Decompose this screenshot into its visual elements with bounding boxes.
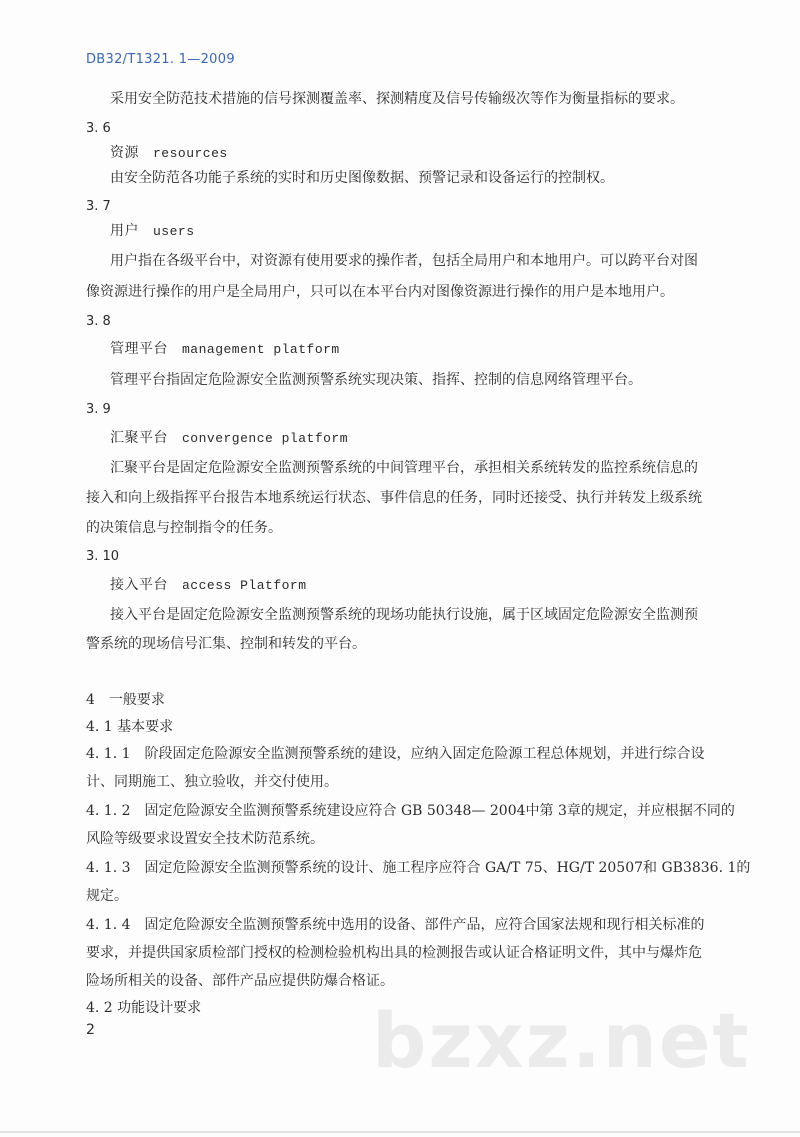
term-management-platform — [110, 341, 340, 358]
clause-number: 3. 7 — [86, 199, 111, 214]
term-definition: 管理平台指固定危险源安全监测预警系统实现决策、指挥、控制的信息网络管理平台。 — [110, 372, 642, 388]
term-convergence-platform — [110, 430, 348, 447]
term-en: access Platform — [182, 578, 307, 593]
watermark: bzxz.net — [372, 996, 751, 1085]
clause-number: 3. 8 — [86, 314, 111, 329]
term-definition: 由安全防范各功能子系统的实时和历史图像数据、预警记录和设备运行的控制权。 — [110, 170, 614, 186]
term-access-platform — [110, 577, 307, 594]
term-definition: 的决策信息与控制指令的任务。 — [86, 520, 282, 536]
clause-number: 3. 10 — [86, 549, 120, 564]
clause-paragraph: 要求，并提供国家质检部门授权的检测检验机构出具的检测报告或认证合格证明文件，其中与爆炸危 — [86, 945, 702, 961]
term-cn: 管理平台 — [110, 341, 168, 357]
clause-paragraph: 4. 1. 1 阶段固定危险源安全监测预警系统的建设，应纳入固定危险源工程总体规划，并进行综合设 — [86, 746, 705, 762]
standard-code: DB32/T1321. 1—2009 — [86, 52, 235, 67]
term-definition: 接入平台是固定危险源安全监测预警系统的现场功能执行设施，属于区域固定危险源安全监测预 — [110, 607, 698, 623]
term-definition: 像资源进行操作的用户是全局用户，只可以在本平台内对图像资源进行操作的用户是本地用户。 — [86, 284, 674, 300]
clause-paragraph: 4. 1. 2 固定危险源安全监测预警系统建设应符合 GB 50348— 2004中第 3章的规定，并应根据不同的 — [86, 803, 735, 819]
clause-paragraph: 规定。 — [86, 888, 128, 904]
paragraph-line: 采用安全防范技术措施的信号探测覆盖率、探测精度及信号传输级次等作为衡量指标的要求。 — [110, 91, 684, 107]
clause-paragraph: 计、同期施工、独立验收，并交付使用。 — [86, 774, 338, 790]
term-definition: 接入和向上级指挥平台报告本地系统运行状态、事件信息的任务，同时还接受、执行并转发上级系统 — [86, 490, 702, 506]
term-cn: 接入平台 — [110, 577, 168, 593]
term-en: users — [153, 224, 195, 239]
term-en: resources — [153, 146, 228, 161]
clause-paragraph: 风险等级要求设置安全技术防范系统。 — [86, 831, 324, 847]
term-definition: 汇聚平台是固定危险源安全监测预警系统的中间管理平台，承担相关系统转发的监控系统信息的 — [110, 460, 698, 476]
term-resources — [110, 145, 228, 162]
term-cn: 用户 — [110, 223, 139, 239]
term-cn: 资源 — [110, 145, 139, 161]
clause-paragraph: 险场所相关的设备、部件产品应提供防爆合格证。 — [86, 973, 394, 989]
term-users — [110, 223, 195, 240]
term-en: convergence platform — [182, 431, 349, 446]
subsection-heading: 4. 2 功能设计要求 — [86, 1000, 202, 1016]
page-edge-divider — [0, 1131, 800, 1133]
clause-number: 3. 9 — [86, 402, 111, 417]
term-cn: 汇聚平台 — [110, 430, 168, 446]
term-definition: 警系统的现场信号汇集、控制和转发的平台。 — [86, 636, 366, 652]
page-number: 2 — [86, 1022, 95, 1038]
clause-number: 3. 6 — [86, 121, 111, 136]
clause-paragraph: 4. 1. 3 固定危险源安全监测预警系统的设计、施工程序应符合 GA/T 75、HG/T 20507和 GB3836. 1的 — [86, 860, 751, 876]
term-definition: 用户指在各级平台中，对资源有使用要求的操作者，包括全局用户和本地用户。可以跨平台对图 — [110, 253, 698, 269]
term-en: management platform — [182, 342, 340, 357]
subsection-heading: 4. 1 基本要求 — [86, 719, 174, 735]
clause-paragraph: 4. 1. 4 固定危险源安全监测预警系统中选用的设备、部件产品，应符合国家法规和现行相关标准的 — [86, 917, 705, 933]
section-heading: 4 一般要求 — [86, 692, 165, 708]
